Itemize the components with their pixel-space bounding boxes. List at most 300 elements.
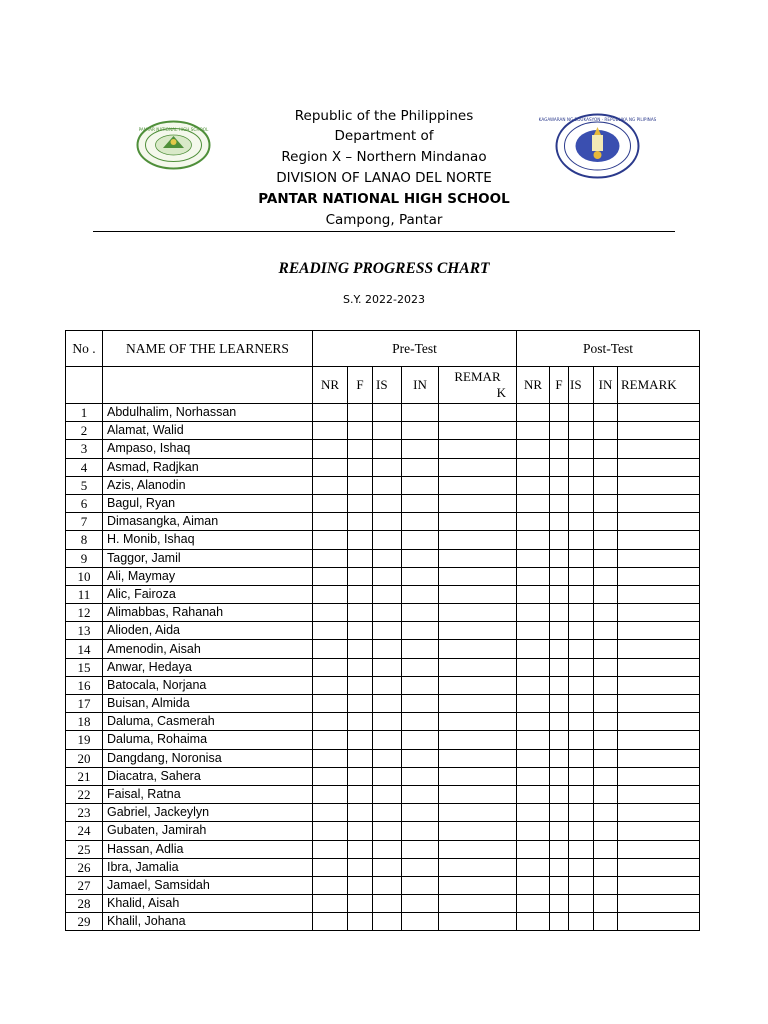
post-is-cell[interactable] (569, 804, 594, 822)
pre-remark-cell[interactable] (439, 876, 517, 894)
pre-nr-cell[interactable] (313, 585, 348, 603)
pre-is-cell[interactable] (373, 622, 402, 640)
post-remark-cell[interactable] (618, 640, 700, 658)
post-f-cell[interactable] (550, 840, 569, 858)
pre-remark-cell[interactable] (439, 549, 517, 567)
post-f-cell[interactable] (550, 895, 569, 913)
pre-f-cell[interactable] (348, 476, 373, 494)
post-in-cell[interactable] (594, 622, 618, 640)
pre-is-cell[interactable] (373, 658, 402, 676)
post-in-cell[interactable] (594, 640, 618, 658)
post-f-cell[interactable] (550, 622, 569, 640)
pre-is-cell[interactable] (373, 676, 402, 694)
post-in-cell[interactable] (594, 822, 618, 840)
pre-nr-cell[interactable] (313, 458, 348, 476)
pre-in-cell[interactable] (402, 713, 439, 731)
pre-remark-cell[interactable] (439, 767, 517, 785)
pre-nr-cell[interactable] (313, 567, 348, 585)
pre-is-cell[interactable] (373, 440, 402, 458)
pre-is-cell[interactable] (373, 604, 402, 622)
pre-is-cell[interactable] (373, 713, 402, 731)
post-remark-cell[interactable] (618, 695, 700, 713)
post-in-cell[interactable] (594, 840, 618, 858)
post-is-cell[interactable] (569, 640, 594, 658)
pre-is-cell[interactable] (373, 695, 402, 713)
pre-in-cell[interactable] (402, 785, 439, 803)
pre-remark-cell[interactable] (439, 858, 517, 876)
table-row (66, 713, 700, 731)
post-is-cell[interactable] (569, 494, 594, 512)
post-remark-cell[interactable] (618, 422, 700, 440)
pre-is-cell[interactable] (373, 822, 402, 840)
post-f-cell[interactable] (550, 695, 569, 713)
post-is-cell[interactable] (569, 731, 594, 749)
post-is-cell[interactable] (569, 749, 594, 767)
post-f-cell[interactable] (550, 767, 569, 785)
post-is-cell[interactable] (569, 622, 594, 640)
header-school-name: PANTAR NATIONAL HIGH SCHOOL (258, 191, 510, 207)
post-f-cell[interactable] (550, 713, 569, 731)
post-nr-cell[interactable] (517, 731, 550, 749)
post-nr-cell[interactable] (517, 858, 550, 876)
pre-remark-cell[interactable] (439, 458, 517, 476)
post-f-cell[interactable] (550, 749, 569, 767)
post-is-cell[interactable] (569, 658, 594, 676)
post-nr-cell[interactable] (517, 549, 550, 567)
pre-is-cell[interactable] (373, 749, 402, 767)
pre-in-cell[interactable] (402, 622, 439, 640)
post-is-cell[interactable] (569, 895, 594, 913)
post-in-cell[interactable] (594, 513, 618, 531)
pre-nr-cell[interactable] (313, 404, 348, 422)
post-nr-cell[interactable] (517, 440, 550, 458)
pre-f-cell[interactable] (348, 604, 373, 622)
post-is-cell[interactable] (569, 531, 594, 549)
pre-in-cell[interactable] (402, 804, 439, 822)
post-in-cell[interactable] (594, 858, 618, 876)
pre-remark-cell[interactable] (439, 422, 517, 440)
post-f-cell[interactable] (550, 858, 569, 876)
pre-in-cell[interactable] (402, 767, 439, 785)
pre-in-cell[interactable] (402, 494, 439, 512)
post-is-cell[interactable] (569, 458, 594, 476)
post-f-cell[interactable] (550, 640, 569, 658)
pre-f-cell[interactable] (348, 822, 373, 840)
pre-nr-cell[interactable] (313, 822, 348, 840)
pre-nr-cell[interactable] (313, 749, 348, 767)
post-nr-cell[interactable] (517, 585, 550, 603)
post-remark-cell[interactable] (618, 913, 700, 931)
post-nr-cell[interactable] (517, 676, 550, 694)
post-remark-cell[interactable] (618, 767, 700, 785)
header-name-of-learners: NAME OF THE LEARNERS (103, 331, 313, 367)
pre-in-cell[interactable] (402, 440, 439, 458)
post-is-cell[interactable] (569, 876, 594, 894)
pre-f-cell[interactable] (348, 713, 373, 731)
post-remark-cell[interactable] (618, 858, 700, 876)
pre-f-cell[interactable] (348, 676, 373, 694)
pre-in-cell[interactable] (402, 676, 439, 694)
post-remark-cell[interactable] (618, 404, 700, 422)
post-is-cell[interactable] (569, 585, 594, 603)
pre-in-cell[interactable] (402, 604, 439, 622)
pre-nr-cell[interactable] (313, 531, 348, 549)
pre-is-cell[interactable] (373, 913, 402, 931)
post-remark-cell[interactable] (618, 585, 700, 603)
post-nr-cell[interactable] (517, 604, 550, 622)
post-remark-cell[interactable] (618, 749, 700, 767)
pre-nr-cell[interactable] (313, 604, 348, 622)
post-in-cell[interactable] (594, 658, 618, 676)
pre-nr-cell[interactable] (313, 895, 348, 913)
pre-f-cell[interactable] (348, 458, 373, 476)
post-in-cell[interactable] (594, 549, 618, 567)
post-nr-cell[interactable] (517, 895, 550, 913)
post-in-cell[interactable] (594, 440, 618, 458)
pre-remark-cell[interactable] (439, 404, 517, 422)
post-is-cell[interactable] (569, 767, 594, 785)
pre-remark-cell[interactable] (439, 822, 517, 840)
post-is-cell[interactable] (569, 549, 594, 567)
learner-name: H. Monib, Ishaq (103, 531, 313, 549)
post-is-cell[interactable] (569, 695, 594, 713)
post-remark-cell[interactable] (618, 549, 700, 567)
pre-is-cell[interactable] (373, 876, 402, 894)
post-is-cell[interactable] (569, 713, 594, 731)
post-remark-cell[interactable] (618, 604, 700, 622)
post-f-cell[interactable] (550, 531, 569, 549)
pre-remark-cell[interactable] (439, 585, 517, 603)
post-in-cell[interactable] (594, 785, 618, 803)
pre-remark-cell[interactable] (439, 567, 517, 585)
pre-is-cell[interactable] (373, 640, 402, 658)
pre-remark-cell[interactable] (439, 731, 517, 749)
pre-f-cell[interactable] (348, 876, 373, 894)
post-nr-cell[interactable] (517, 767, 550, 785)
post-remark-cell[interactable] (618, 622, 700, 640)
post-in-cell[interactable] (594, 404, 618, 422)
post-in-cell[interactable] (594, 695, 618, 713)
post-remark-cell[interactable] (618, 876, 700, 894)
pre-is-cell[interactable] (373, 840, 402, 858)
pre-nr-cell[interactable] (313, 785, 348, 803)
pre-in-cell[interactable] (402, 840, 439, 858)
pre-nr-cell[interactable] (313, 767, 348, 785)
pre-remark-cell[interactable] (439, 785, 517, 803)
post-is-cell[interactable] (569, 604, 594, 622)
pre-remark-cell[interactable] (439, 531, 517, 549)
table-row (66, 531, 700, 549)
post-f-cell[interactable] (550, 440, 569, 458)
pre-nr-cell[interactable] (313, 658, 348, 676)
pre-f-cell[interactable] (348, 567, 373, 585)
pre-f-cell[interactable] (348, 404, 373, 422)
post-f-cell[interactable] (550, 567, 569, 585)
pre-nr-cell[interactable] (313, 622, 348, 640)
pre-f-cell[interactable] (348, 640, 373, 658)
post-in-cell[interactable] (594, 676, 618, 694)
post-in-cell[interactable] (594, 585, 618, 603)
pre-f-cell[interactable] (348, 658, 373, 676)
pre-in-cell[interactable] (402, 513, 439, 531)
post-nr-cell[interactable] (517, 913, 550, 931)
pre-is-cell[interactable] (373, 494, 402, 512)
post-is-cell[interactable] (569, 785, 594, 803)
pre-in-cell[interactable] (402, 876, 439, 894)
post-remark-cell[interactable] (618, 804, 700, 822)
pre-in-cell[interactable] (402, 422, 439, 440)
post-f-cell[interactable] (550, 422, 569, 440)
pre-remark-cell[interactable] (439, 695, 517, 713)
pre-f-cell[interactable] (348, 858, 373, 876)
post-nr-cell[interactable] (517, 840, 550, 858)
post-is-cell[interactable] (569, 676, 594, 694)
post-remark-cell[interactable] (618, 476, 700, 494)
pre-in-cell[interactable] (402, 458, 439, 476)
post-f-cell[interactable] (550, 494, 569, 512)
post-nr-cell[interactable] (517, 422, 550, 440)
post-f-cell[interactable] (550, 785, 569, 803)
post-in-cell[interactable] (594, 422, 618, 440)
post-f-cell[interactable] (550, 731, 569, 749)
pre-f-cell[interactable] (348, 440, 373, 458)
post-in-cell[interactable] (594, 476, 618, 494)
post-in-cell[interactable] (594, 895, 618, 913)
pre-is-cell[interactable] (373, 422, 402, 440)
pre-nr-cell[interactable] (313, 549, 348, 567)
post-nr-cell[interactable] (517, 640, 550, 658)
pre-remark-cell[interactable] (439, 676, 517, 694)
pre-nr-cell[interactable] (313, 513, 348, 531)
post-remark-cell[interactable] (618, 713, 700, 731)
post-in-cell[interactable] (594, 767, 618, 785)
post-in-cell[interactable] (594, 731, 618, 749)
pre-is-cell[interactable] (373, 549, 402, 567)
post-nr-cell[interactable] (517, 458, 550, 476)
post-nr-cell[interactable] (517, 876, 550, 894)
post-in-cell[interactable] (594, 531, 618, 549)
pre-nr-cell[interactable] (313, 695, 348, 713)
pre-in-cell[interactable] (402, 695, 439, 713)
post-remark-cell[interactable] (618, 494, 700, 512)
post-remark-cell[interactable] (618, 676, 700, 694)
pre-is-cell[interactable] (373, 531, 402, 549)
post-nr-cell[interactable] (517, 749, 550, 767)
pre-f-cell[interactable] (348, 422, 373, 440)
pre-remark-cell[interactable] (439, 749, 517, 767)
post-in-cell[interactable] (594, 913, 618, 931)
pre-f-cell[interactable] (348, 731, 373, 749)
post-nr-cell[interactable] (517, 695, 550, 713)
post-f-cell[interactable] (550, 404, 569, 422)
pre-in-cell[interactable] (402, 822, 439, 840)
pre-remark-cell[interactable] (439, 658, 517, 676)
pre-nr-cell[interactable] (313, 804, 348, 822)
post-remark-cell[interactable] (618, 658, 700, 676)
pre-f-cell[interactable] (348, 622, 373, 640)
post-is-cell[interactable] (569, 858, 594, 876)
pre-remark-cell[interactable] (439, 476, 517, 494)
pre-remark-cell[interactable] (439, 713, 517, 731)
pre-is-cell[interactable] (373, 858, 402, 876)
pre-is-cell[interactable] (373, 731, 402, 749)
post-f-cell[interactable] (550, 804, 569, 822)
pre-nr-cell[interactable] (313, 476, 348, 494)
pre-is-cell[interactable] (373, 767, 402, 785)
post-nr-cell[interactable] (517, 513, 550, 531)
pre-remark-cell[interactable] (439, 513, 517, 531)
pre-nr-cell[interactable] (313, 913, 348, 931)
pre-f-cell[interactable] (348, 695, 373, 713)
post-f-cell[interactable] (550, 585, 569, 603)
pre-remark-cell[interactable] (439, 840, 517, 858)
pre-is-cell[interactable] (373, 458, 402, 476)
post-f-cell[interactable] (550, 549, 569, 567)
post-f-cell[interactable] (550, 913, 569, 931)
post-nr-cell[interactable] (517, 658, 550, 676)
post-is-cell[interactable] (569, 513, 594, 531)
post-f-cell[interactable] (550, 658, 569, 676)
post-nr-cell[interactable] (517, 622, 550, 640)
table-subheader-row (66, 367, 700, 404)
pre-is-cell[interactable] (373, 476, 402, 494)
row-number: 12 (66, 604, 103, 622)
post-f-cell[interactable] (550, 876, 569, 894)
post-f-cell[interactable] (550, 458, 569, 476)
pre-in-cell[interactable] (402, 731, 439, 749)
pre-nr-cell[interactable] (313, 858, 348, 876)
post-nr-cell[interactable] (517, 494, 550, 512)
pre-nr-cell[interactable] (313, 840, 348, 858)
pre-is-cell[interactable] (373, 585, 402, 603)
pre-f-cell[interactable] (348, 895, 373, 913)
post-is-cell[interactable] (569, 476, 594, 494)
pre-in-cell[interactable] (402, 749, 439, 767)
post-in-cell[interactable] (594, 604, 618, 622)
post-in-cell[interactable] (594, 749, 618, 767)
post-remark-cell[interactable] (618, 731, 700, 749)
post-f-cell[interactable] (550, 476, 569, 494)
pre-f-cell[interactable] (348, 549, 373, 567)
pre-is-cell[interactable] (373, 567, 402, 585)
post-in-cell[interactable] (594, 567, 618, 585)
pre-remark-cell[interactable] (439, 895, 517, 913)
pre-nr-cell[interactable] (313, 494, 348, 512)
pre-is-cell[interactable] (373, 804, 402, 822)
pre-remark-cell[interactable] (439, 622, 517, 640)
post-nr-cell[interactable] (517, 785, 550, 803)
post-f-cell[interactable] (550, 676, 569, 694)
post-remark-cell[interactable] (618, 822, 700, 840)
post-f-cell[interactable] (550, 604, 569, 622)
post-is-cell[interactable] (569, 913, 594, 931)
pre-nr-cell[interactable] (313, 640, 348, 658)
pre-nr-cell[interactable] (313, 713, 348, 731)
post-f-cell[interactable] (550, 822, 569, 840)
post-nr-cell[interactable] (517, 713, 550, 731)
pre-in-cell[interactable] (402, 531, 439, 549)
pre-in-cell[interactable] (402, 658, 439, 676)
pre-in-cell[interactable] (402, 640, 439, 658)
post-is-cell[interactable] (569, 422, 594, 440)
pre-remark-cell[interactable] (439, 440, 517, 458)
pre-nr-cell[interactable] (313, 676, 348, 694)
post-nr-cell[interactable] (517, 804, 550, 822)
pre-f-cell[interactable] (348, 513, 373, 531)
post-is-cell[interactable] (569, 567, 594, 585)
pre-nr-cell[interactable] (313, 731, 348, 749)
learner-name: Ali, Maymay (103, 567, 313, 585)
post-nr-cell[interactable] (517, 476, 550, 494)
post-in-cell[interactable] (594, 458, 618, 476)
pre-in-cell[interactable] (402, 895, 439, 913)
post-in-cell[interactable] (594, 713, 618, 731)
post-remark-cell[interactable] (618, 458, 700, 476)
pre-nr-cell[interactable] (313, 440, 348, 458)
pre-f-cell[interactable] (348, 585, 373, 603)
pre-nr-cell[interactable] (313, 422, 348, 440)
pre-is-cell[interactable] (373, 513, 402, 531)
pre-in-cell[interactable] (402, 476, 439, 494)
pre-is-cell[interactable] (373, 895, 402, 913)
post-nr-cell[interactable] (517, 404, 550, 422)
learner-name: Ampaso, Ishaq (103, 440, 313, 458)
pre-f-cell[interactable] (348, 785, 373, 803)
pre-remark-cell[interactable] (439, 640, 517, 658)
post-remark-cell[interactable] (618, 895, 700, 913)
post-nr-cell[interactable] (517, 531, 550, 549)
pre-in-cell[interactable] (402, 585, 439, 603)
pre-in-cell[interactable] (402, 567, 439, 585)
pre-f-cell[interactable] (348, 840, 373, 858)
pre-is-cell[interactable] (373, 785, 402, 803)
pre-f-cell[interactable] (348, 913, 373, 931)
post-remark-cell[interactable] (618, 785, 700, 803)
post-is-cell[interactable] (569, 404, 594, 422)
table-row (66, 494, 700, 512)
pre-in-cell[interactable] (402, 549, 439, 567)
post-remark-cell[interactable] (618, 567, 700, 585)
pre-f-cell[interactable] (348, 531, 373, 549)
post-is-cell[interactable] (569, 440, 594, 458)
pre-remark-cell[interactable] (439, 913, 517, 931)
pre-f-cell[interactable] (348, 804, 373, 822)
pre-remark-cell[interactable] (439, 494, 517, 512)
pre-remark-cell[interactable] (439, 804, 517, 822)
post-in-cell[interactable] (594, 494, 618, 512)
post-nr-cell[interactable] (517, 822, 550, 840)
post-is-cell[interactable] (569, 840, 594, 858)
post-remark-cell[interactable] (618, 440, 700, 458)
post-remark-cell[interactable] (618, 840, 700, 858)
pre-f-cell[interactable] (348, 749, 373, 767)
pre-nr-cell[interactable] (313, 876, 348, 894)
post-nr-cell[interactable] (517, 567, 550, 585)
post-remark-cell[interactable] (618, 513, 700, 531)
pre-remark-cell[interactable] (439, 604, 517, 622)
pre-in-cell[interactable] (402, 404, 439, 422)
pre-f-cell[interactable] (348, 494, 373, 512)
post-is-cell[interactable] (569, 822, 594, 840)
post-f-cell[interactable] (550, 513, 569, 531)
pre-f-cell[interactable] (348, 767, 373, 785)
post-remark-cell[interactable] (618, 531, 700, 549)
post-in-cell[interactable] (594, 804, 618, 822)
pre-in-cell[interactable] (402, 858, 439, 876)
pre-is-cell[interactable] (373, 404, 402, 422)
pre-in-cell[interactable] (402, 913, 439, 931)
post-in-cell[interactable] (594, 876, 618, 894)
